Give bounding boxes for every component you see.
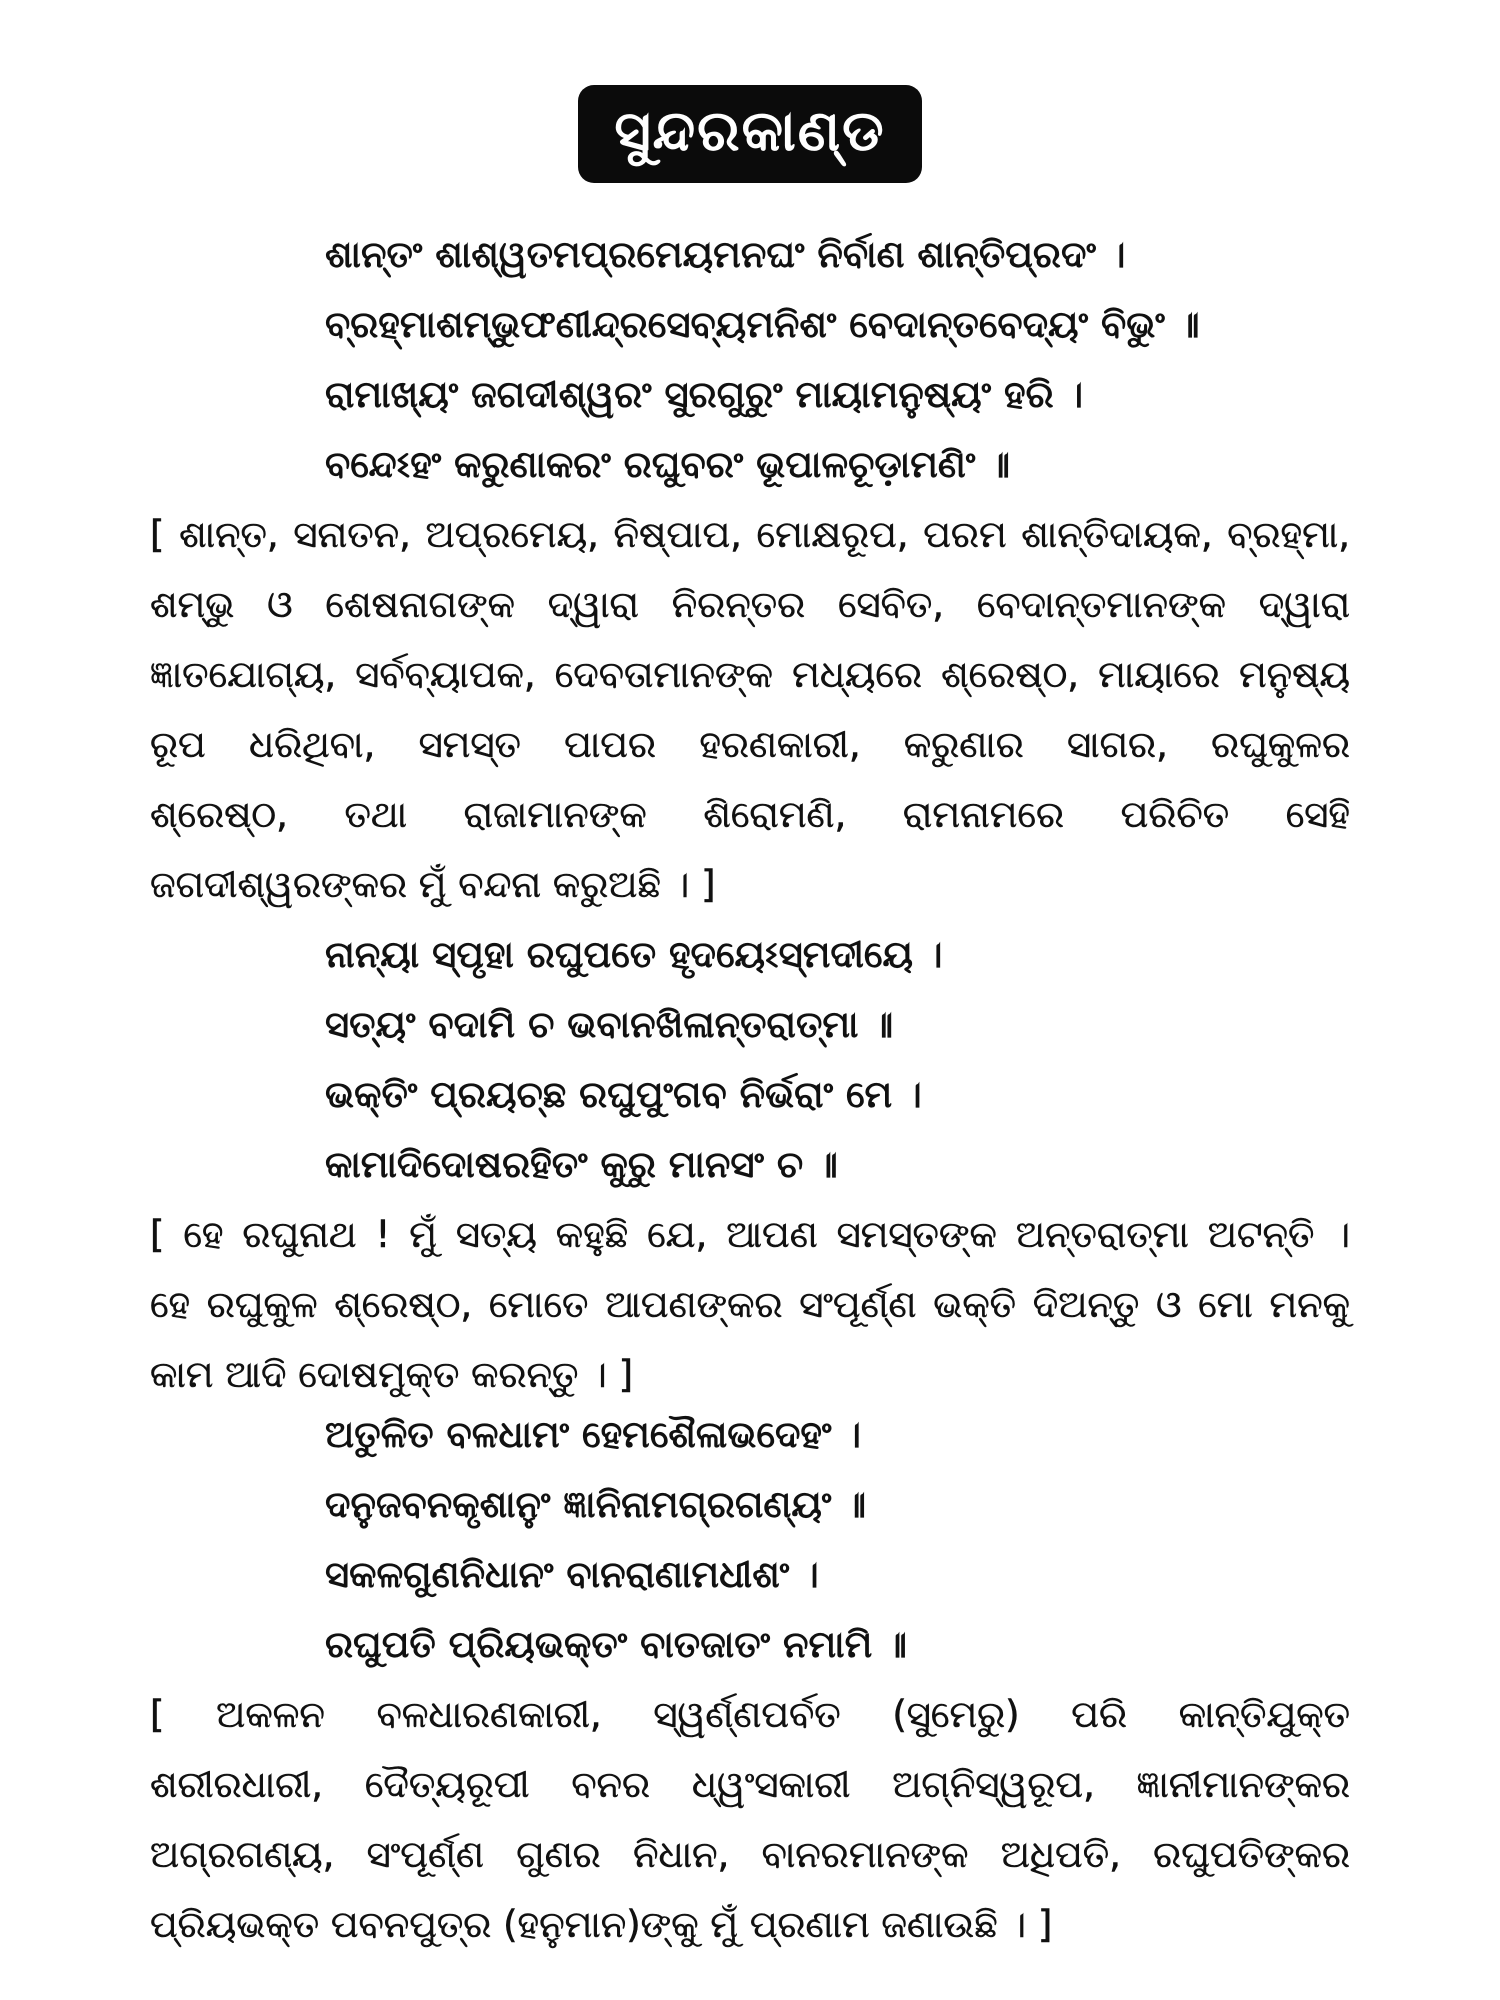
meaning-line: ଶ୍ରେଷ୍ଠ, ତଥା ରାଜାମାନଙ୍କ ଶିରୋମଣି, ରାମନାମରେ ପରିଚିତ ସେହି [150, 793, 1350, 836]
title-wrap [0, 85, 1500, 183]
meaning-line: ଶରୀରଧାରୀ, ଦୈତ୍ୟରୂପୀ ବନର ଧ୍ୱଂସକାରୀ ଅଗ୍ନିସ୍ୱରୂପ, ଜ୍ଞାନୀମାନଙ୍କର [150, 1763, 1350, 1806]
meaning-line: ଅଗ୍ରଗଣ୍ୟ, ସଂପୂର୍ଣ୍ଣ ଗୁଣର ନିଧାନ, ବାନରମାନଙ୍କ ଅଧିପତି, ରଘୁପତିଙ୍କର [150, 1833, 1350, 1876]
meaning-line: [ ଅକଳନ ବଳଧାରଣକାରୀ, ସ୍ୱର୍ଣ୍ଣପର୍ବତ (ସୁମେରୁ) ପରି କାନ୍ତିଯୁକ୍ତ [150, 1693, 1350, 1736]
meaning-line: ରୂପ ଧରିଥିବା, ସମସ୍ତ ପାପର ହରଣକାରୀ, କରୁଣାର ସାଗର, ରଘୁକୁଳର [150, 723, 1350, 766]
verse-line: ଭକ୍ତିଂ ପ୍ରୟଚ୍ଛ ରଘୁପୁଂଗବ ନିର୍ଭରାଂ ମେ । [325, 1073, 922, 1116]
verse-line: ସକଳଗୁଣନିଧାନଂ ବାନରାଣାମଧୀଶଂ । [325, 1553, 819, 1596]
verse-line: ବନ୍ଦେଽହଂ କରୁଣାକରଂ ରଘୁବରଂ ଭୂପାଳଚୂଡ଼ାମଣିଂ ॥ [325, 443, 1011, 486]
page-title: ସୁନ୍ଦରକାଣ୍ଡ [578, 85, 921, 183]
verse-line: ଦନୁଜବନକୃଶାନୁଂ ଜ୍ଞାନିନାମଗ୍ରଗଣ୍ୟଂ ॥ [325, 1483, 867, 1526]
verse-line: ନାନ୍ୟା ସ୍ପୃହା ରଘୁପତେ ହୃଦୟେଽସ୍ମଦୀୟେ । [325, 933, 943, 976]
meaning-1 [150, 500, 1350, 920]
meaning-line: ହେ ରଘୁକୁଳ ଶ୍ରେଷ୍ଠ, ମୋତେ ଆପଣଙ୍କର ସଂପୂର୍ଣ୍ଣ ଭକ୍ତି ଦିଅନ୍ତୁ ଓ ମୋ ମନକୁ [150, 1283, 1350, 1326]
verse-3 [325, 1400, 1405, 1680]
verse-1 [325, 220, 1405, 500]
meaning-line: କାମ ଆଦି ଦୋଷମୁକ୍ତ କରନ୍ତୁ । ] [150, 1353, 634, 1396]
meaning-line: [ ଶାନ୍ତ, ସନାତନ, ଅପ୍ରମେୟ, ନିଷ୍ପାପ, ମୋକ୍ଷରୂପ, ପରମ ଶାନ୍ତିଦାୟକ, ବ୍ରହ୍ମା, [150, 513, 1350, 556]
meaning-line: ଜ୍ଞାତଯୋଗ୍ୟ, ସର୍ବବ୍ୟାପକ, ଦେବତାମାନଙ୍କ ମଧ୍ୟରେ ଶ୍ରେଷ୍ଠ, ମାୟାରେ ମନୁଷ୍ୟ [150, 653, 1350, 696]
meaning-line: ଜଗଦୀଶ୍ୱରଙ୍କର ମୁଁ ବନ୍ଦନା କରୁଅଛି । ] [150, 863, 716, 906]
meaning-line: ଶମ୍ଭୁ ଓ ଶେଷନାଗଙ୍କ ଦ୍ୱାରା ନିରନ୍ତର ସେବିତ, ବେଦାନ୍ତମାନଙ୍କ ଦ୍ୱାରା [150, 583, 1350, 626]
verse-line: ରଘୁପତି ପ୍ରିୟଭକ୍ତଂ ବାତଜାତଂ ନମାମି ॥ [325, 1623, 907, 1666]
meaning-line: [ ହେ ରଘୁନାଥ ! ମୁଁ ସତ୍ୟ କହୁଛି ଯେ, ଆପଣ ସମସ୍ତଙ୍କ ଅନ୍ତରାତ୍ମା ଅଟନ୍ତି । [150, 1213, 1350, 1256]
meaning-2 [150, 1200, 1350, 1410]
meaning-line: ପ୍ରିୟଭକ୍ତ ପବନପୁତ୍ର (ହନୁମାନ)ଙ୍କୁ ମୁଁ ପ୍ରଣାମ ଜଣାଉଛି । ] [150, 1903, 1053, 1946]
meaning-3 [150, 1680, 1350, 1960]
verse-line: କାମାଦିଦୋଷରହିତଂ କୁରୁ ମାନସଂ ଚ ॥ [325, 1143, 838, 1186]
verse-2 [325, 920, 1405, 1200]
verse-line: ରାମାଖ୍ୟଂ ଜଗଦୀଶ୍ୱରଂ ସୁରଗୁରୁଂ ମାୟାମନୁଷ୍ୟଂ ହରି । [325, 373, 1084, 416]
verse-line: ଅତୁଳିତ ବଳଧାମଂ ହେମଶୈଳାଭଦେହଂ । [325, 1413, 862, 1456]
verse-line: ବ୍ରହ୍ମାଶମ୍ଭୁଫଣୀନ୍ଦ୍ରସେବ୍ୟମନିଶଂ ବେଦାନ୍ତବେଦ୍ୟଂ ବିଭୁଂ ॥ [325, 303, 1200, 346]
verse-line: ସତ୍ୟଂ ବଦାମି ଚ ଭବାନଖିଳାନ୍ତରାତ୍ମା ॥ [325, 1003, 894, 1046]
verse-line: ଶାନ୍ତଂ ଶାଶ୍ୱତମପ୍ରମେୟମନଘଂ ନିର୍ବାଣ ଶାନ୍ତିପ୍ରଦଂ । [325, 233, 1126, 276]
